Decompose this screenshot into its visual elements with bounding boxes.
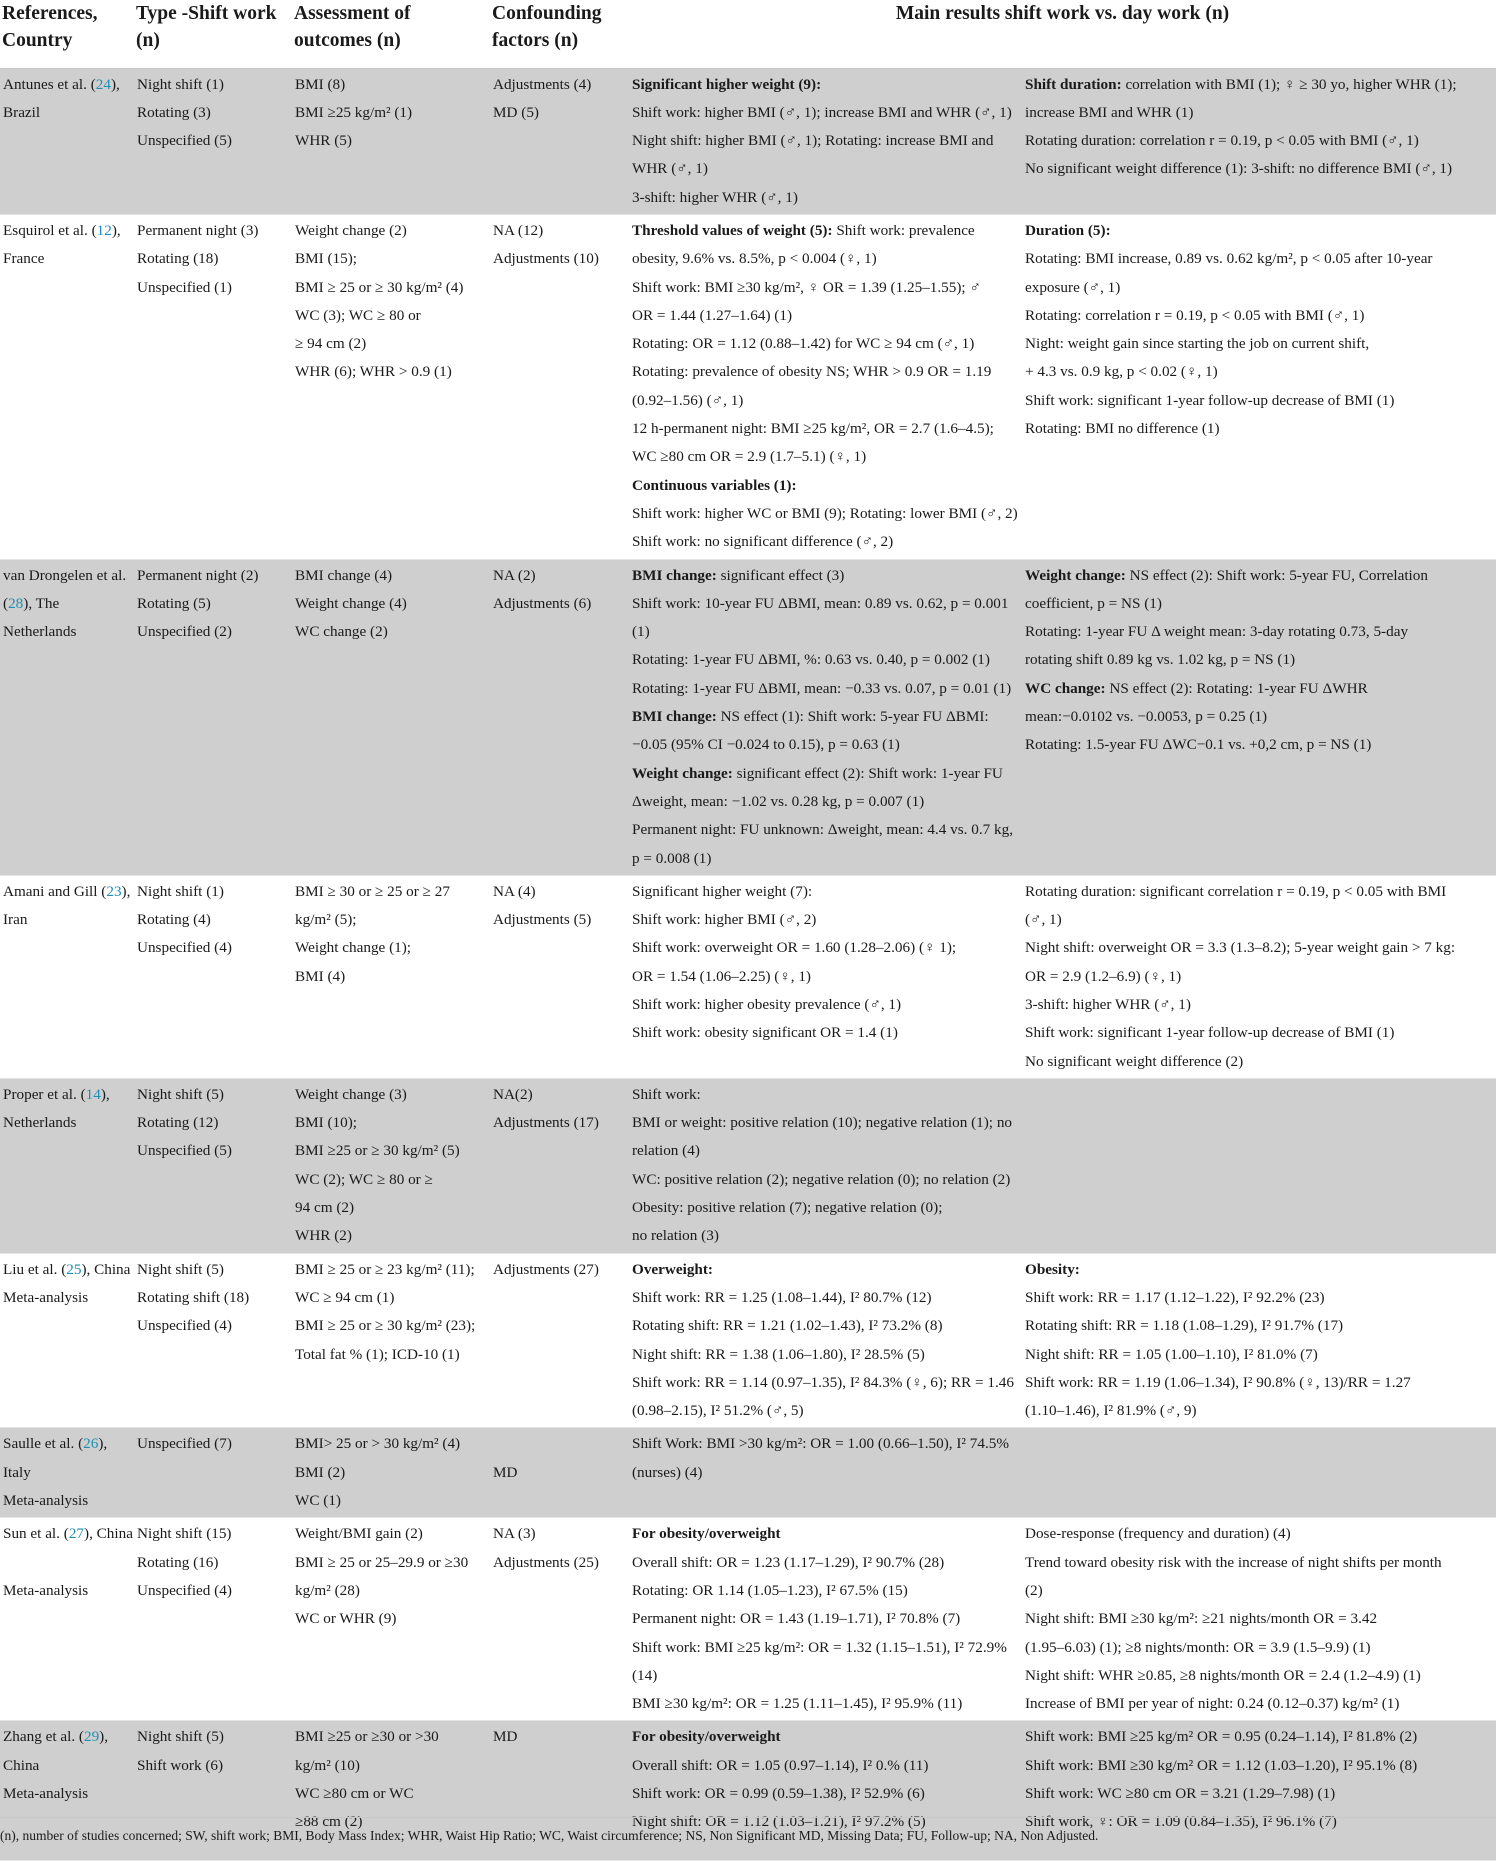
cell-line: WC or WHR (9) [295,1610,397,1628]
cell-line: No significant weight difference (2) [1025,1052,1244,1070]
cell-line: Esquirol et al. (12), [3,221,121,239]
cell-line: Unspecified (2) [137,623,232,641]
cell-line: Shift duration: correlation with BMI (1); ♀ ≥ 30 yo, higher WHR (1); [1025,75,1457,93]
cell-line: Rotating (16) [137,1553,219,1571]
cell-line: Permanent night: OR = 1.43 (1.19–1.71), I² 70.8% (7) [632,1610,961,1628]
cell-line: Shift Work: BMI >30 kg/m²: OR = 1.00 (0.66–1.50), I² 74.5% [632,1435,1009,1453]
cell-line: BMI change: NS effect (1): Shift work: 5-year FU ΔBMI: [632,708,989,726]
footnote-divider [0,1817,1496,1818]
cell-line: Saulle et al. (26), [3,1435,108,1453]
cell-line: p = 0.008 (1) [632,849,712,867]
cell-line: Obesity: [1025,1260,1080,1278]
cell-line: (28), The [3,594,60,612]
cell-shift-type [134,1518,292,1721]
cell-line: (♂, 1) [1025,911,1062,929]
cell-line: Unspecified (7) [137,1435,232,1453]
cell-shift-type [134,1078,292,1253]
cell-line: OR = 2.9 (1.2–6.9) (♀, 1) [1025,967,1182,985]
cell-line: rotating shift 0.89 kg vs. 1.02 kg, p = NS (1) [1025,651,1296,669]
cell-results-secondary [1022,1518,1496,1721]
cell-line: MD [493,1728,518,1746]
cell-line: Adjustments (27) [493,1260,599,1278]
cell-line: Shift work: RR = 1.25 (1.08–1.44), I² 80.7% (12) [632,1288,932,1306]
cell-line: (2) [1025,1581,1043,1599]
cell-line: Night: weight gain since starting the job on current shift, [1025,335,1370,353]
citation-number: 23 [106,882,122,900]
cell-line: Shift work: BMI ≥25 kg/m²: OR = 1.32 (1.15–1.51), I² 72.9% [632,1638,1007,1656]
cell-line: Shift work: 10-year FU ΔBMI, mean: 0.89 vs. 0.62, p = 0.001 [632,594,1009,612]
cell-line: OR = 1.54 (1.06–2.25) (♀, 1) [632,967,811,985]
table-row [0,559,1496,875]
cell-line: Shift work: significant 1-year follow-up decrease of BMI (1) [1025,391,1395,409]
cell-reference [0,1428,134,1518]
cell-line: Night shift: higher BMI (♂, 1); Rotating: increase BMI and [632,132,994,150]
cell-line [493,1430,627,1458]
cell-line: Permanent night (3) [137,221,259,239]
cell-line: Night shift (5) [137,1085,224,1103]
cell-line: BMI ≥25 kg/m² (1) [295,103,413,121]
cell-line: 94 cm (2) [295,1199,355,1217]
cell-line: Weight change (4) [295,594,407,612]
cell-line: Shift work: WC ≥80 cm OR = 3.21 (1.29–7.98) (1) [1025,1785,1336,1803]
cell-line: Rotating (12) [137,1114,219,1132]
cell-line: Adjustments (6) [493,594,592,612]
cell-line: BMI or weight: positive relation (10); negative relation (1); no [632,1114,1013,1132]
cell-line: + 4.3 vs. 0.9 kg, p < 0.02 (♀, 1) [1025,363,1218,381]
cell-line: Shift work: BMI ≥25 kg/m² OR = 0.95 (0.24–1.14), I² 81.8% (2) [1025,1728,1418,1746]
cell-line: BMI change (4) [295,566,392,584]
cell-line: Antunes et al. (24), [3,75,120,93]
cell-line: Weight change: NS effect (2): Shift work: 5-year FU, Correlation [1025,566,1428,584]
cell-reference [0,875,134,1078]
cell-line: Night shift: WHR ≥0.85, ≥8 nights/month OR = 2.4 (1.2–4.9) (1) [1025,1666,1421,1684]
cell-line: Rotating: OR = 1.12 (0.88–1.42) for WC ≥ 94 cm (♂, 1) [632,335,975,353]
cell-line: For obesity/overweight [632,1728,781,1746]
cell-line: Night shift (1) [137,75,224,93]
cell-line: Rotating (18) [137,250,219,268]
cell-confounding [490,1253,629,1428]
table-row [0,68,1496,214]
cell-line: WC change: NS effect (2): Rotating: 1-year FU ΔWHR [1025,679,1368,697]
cell-line: Δweight, mean: −1.02 vs. 0.28 kg, p = 0.007 (1) [632,792,925,810]
cell-line: WC (2); WC ≥ 80 or ≥ [295,1170,433,1188]
cell-line: Adjustments (10) [493,250,599,268]
cell-line: Continuous variables (1): [632,476,797,494]
table-row [0,1253,1496,1428]
cell-line: Increase of BMI per year of night: 0.24 (0.12–0.37) kg/m² (1) [1025,1695,1400,1713]
cell-line: Rotating shift: RR = 1.21 (1.02–1.43), I² 73.2% (8) [632,1317,943,1335]
table-body [0,68,1496,1861]
cell-line: WHR (5) [295,132,352,150]
cell-line: Shift work: RR = 1.14 (0.97–1.35), I² 84.3% (♀, 6); RR = 1.46 [632,1373,1014,1391]
cell-results-primary [629,1078,1022,1253]
cell-reference [0,1078,134,1253]
table-row [0,1078,1496,1253]
cell-line: Night shift: BMI ≥30 kg/m²: ≥21 nights/month OR = 3.42 [1025,1610,1378,1628]
cell-assessment [292,1078,490,1253]
cell-line: Weight change (3) [295,1085,407,1103]
cell-results-primary [629,559,1022,875]
cell-line: Night shift: overweight OR = 3.3 (1.3–8.2); 5-year weight gain > 7 kg: [1025,939,1456,957]
cell-line: obesity, 9.6% vs. 8.5%, p < 0.004 (♀, 1) [632,250,877,268]
cell-line: Overweight: [632,1260,713,1278]
cell-line: Unspecified (1) [137,278,232,296]
cell-line [3,1549,132,1577]
cell-line: NA (4) [493,882,536,900]
cell-assessment [292,1428,490,1518]
cell-line: Shift work: significant 1-year follow-up decrease of BMI (1) [1025,1024,1395,1042]
cell-line: ≥ 94 cm (2) [295,335,367,353]
cell-line: Night shift: RR = 1.38 (1.06–1.80), I² 28.5% (5) [632,1345,925,1363]
cell-line: Rotating (3) [137,103,211,121]
header-row [0,0,1496,68]
cell-line: NA (3) [493,1525,536,1543]
cell-line: Night shift: OR = 1.12 (1.03–1.21), I² 97.2% (5) [632,1813,926,1831]
cell-line: coefficient, p = NS (1) [1025,594,1162,612]
cell-line: Shift work: higher BMI (♂, 2) [632,911,817,929]
cell-line: Adjustments (17) [493,1114,599,1132]
cell-shift-type [134,559,292,875]
cell-line: BMI ≥ 25 or ≥ 30 kg/m² (23); [295,1317,476,1335]
cell-reference [0,559,134,875]
cell-line: Rotating duration: significant correlation r = 0.19, p < 0.05 with BMI [1025,882,1447,900]
cell-shift-type [134,875,292,1078]
cell-line: OR = 1.44 (1.27–1.64) (1) [632,306,793,324]
cell-line: (nurses) (4) [632,1463,703,1481]
cell-shift-type [134,1253,292,1428]
cell-results-primary [629,68,1022,214]
cell-line: Night shift (15) [137,1525,232,1543]
cell-line: Rotating: 1-year FU Δ weight mean: 3-day rotating 0.73, 5-day [1025,623,1409,641]
cell-line: Shift work: obesity significant OR = 1.4 (1) [632,1024,898,1042]
cell-line: Rotating: BMI no difference (1) [1025,420,1220,438]
cell-line: kg/m² (10) [295,1756,360,1774]
cell-line: Rotating: 1-year FU ΔBMI, mean: −0.33 vs. 0.07, p = 0.01 (1) [632,679,1012,697]
cell-line: BMI change: significant effect (3) [632,566,845,584]
cell-line: Night shift: RR = 1.05 (1.00–1.10), I² 81.0% (7) [1025,1345,1318,1363]
cell-line: WHR (6); WHR > 0.9 (1) [295,363,452,381]
cell-line: ≥88 cm (2) [295,1813,363,1831]
cell-line: Proper et al. (14), [3,1085,110,1103]
cell-line: Shift work, ♀: OR = 1.09 (0.84–1.35), I² 96.1% (7) [1025,1813,1337,1831]
cell-line: NA(2) [493,1085,533,1103]
cell-line: Significant higher weight (7): [632,882,813,900]
cell-line: WC ≥80 cm OR = 2.9 (1.7–5.1) (♀, 1) [632,448,867,466]
citation-number: 26 [83,1435,99,1453]
cell-results-secondary [1022,1428,1496,1518]
cell-confounding [490,1078,629,1253]
cell-line: BMI ≥ 25 or 25–29.9 or ≥30 [295,1553,469,1571]
cell-line: Adjustments (4) [493,75,592,93]
cell-line: Netherlands [3,623,77,641]
cell-line: WHR (2) [295,1227,352,1245]
cell-line: WC ≥ 94 cm (1) [295,1288,395,1306]
cell-assessment [292,214,490,559]
cell-line: Rotating (5) [137,594,211,612]
citation-number: 28 [8,594,24,612]
cell-reference [0,214,134,559]
cell-line: Shift work: overweight OR = 1.60 (1.28–2.06) (♀ 1); [632,939,957,957]
cell-line: kg/m² (5); [295,911,357,929]
cell-line: Shift work: BMI ≥30 kg/m² OR = 1.12 (1.03–1.20), I² 95.1% (8) [1025,1756,1418,1774]
cell-line: Dose-response (frequency and duration) (4) [1025,1525,1291,1543]
cell-line: increase BMI and WHR (1) [1025,103,1194,121]
cell-line: Permanent night (2) [137,566,259,584]
cell-line: Overall shift: OR = 1.23 (1.17–1.29), I² 90.7% (28) [632,1553,945,1571]
cell-results-secondary [1022,214,1496,559]
cell-line: BMI ≥ 30 or ≥ 25 or ≥ 27 [295,882,450,900]
citation-number: 25 [66,1260,82,1278]
cell-results-secondary [1022,559,1496,875]
cell-line: Shift work: OR = 0.99 (0.59–1.38), I² 52.9% (6) [632,1785,925,1803]
cell-line: No significant weight difference (1): 3-shift: no difference BMI (♂, 1) [1025,160,1453,178]
cell-assessment [292,68,490,214]
header-assessment: Assessment of outcomes (n) [294,3,411,51]
cell-line: −0.05 (95% CI −0.024 to 0.15), p = 0.63 (1) [632,736,900,754]
cell-results-primary [629,1518,1022,1721]
cell-line: Weight change (2) [295,221,407,239]
cell-line: WC (1) [295,1492,341,1510]
table-row [0,1428,1496,1518]
cell-line: Shift work: RR = 1.19 (1.06–1.34), I² 90.8% (♀, 13)/RR = 1.27 [1025,1373,1411,1391]
cell-results-secondary [1022,1078,1496,1253]
cell-line: Overall shift: OR = 1.05 (0.97–1.14), I² 0.% (11) [632,1756,929,1774]
cell-line: Threshold values of weight (5): Shift work: prevalence [632,221,975,239]
citation-number: 27 [68,1525,84,1543]
cell-line: Meta-analysis [3,1288,89,1306]
cell-line: BMI ≥25 or ≥30 or >30 [295,1728,439,1746]
cell-line: Rotating: correlation r = 0.19, p < 0.05 with BMI (♂, 1) [1025,306,1365,324]
cell-line: Rotating: BMI increase, 0.89 vs. 0.62 kg/m², p < 0.05 after 10-year [1025,250,1433,268]
cell-assessment [292,1518,490,1721]
citation-number: 24 [95,75,111,93]
cell-results-primary [629,214,1022,559]
cell-line: Permanent night: FU unknown: Δweight, mean: 4.4 vs. 0.7 kg, [632,821,1013,839]
citation-number: 29 [83,1728,100,1746]
cell-results-secondary [1022,1253,1496,1428]
cell-line: Rotating shift (18) [137,1288,250,1306]
cell-line: Rotating shift: RR = 1.18 (1.08–1.29), I² 91.7% (17) [1025,1317,1344,1335]
cell-shift-type [134,214,292,559]
cell-line: relation (4) [632,1142,700,1160]
cell-line: Shift work: higher obesity prevalence (♂, 1) [632,996,902,1013]
cell-line: Liu et al. (25), China [3,1260,131,1278]
cell-confounding [490,1518,629,1721]
cell-line: Shift work: higher BMI (♂, 1); increase BMI and WHR (♂, 1) [632,103,1012,121]
cell-line: Zhang et al. (29), [3,1728,109,1746]
cell-line: WC change (2) [295,623,388,641]
cell-line: Unspecified (4) [137,939,232,957]
cell-line: Unspecified (5) [137,132,232,150]
cell-line: Night shift (1) [137,882,224,900]
cell-shift-type [134,1428,292,1518]
cell-line: Meta-analysis [3,1581,89,1599]
cell-line: Meta-analysis [3,1492,89,1510]
cell-line: BMI> 25 or > 30 kg/m² (4) [295,1435,461,1453]
cell-line: 3-shift: higher WHR (♂, 1) [632,188,798,206]
cell-line: mean:−0.0102 vs. −0.0053, p = 0.25 (1) [1025,708,1268,726]
cell-line: BMI ≥25 or ≥ 30 kg/m² (5) [295,1142,460,1160]
cell-results-primary [629,875,1022,1078]
cell-line: Night shift (5) [137,1260,224,1278]
cell-line: Weight change (1); [295,939,412,957]
cell-line: Shift work: no significant difference (♂, 2) [632,533,894,551]
cell-line: China [3,1756,40,1774]
table-footnote: (n), number of studies concerned; SW, shift work; BMI, Body Mass Index; WHR, Waist Hip Ratio; WC, Waist circumference; NS, Non Significant MD, Missing Data; FU, Follow-up; NA, Non Adjusted. [0,1828,1099,1843]
cell-line: Meta-analysis [3,1785,89,1803]
cell-line: Shift work: BMI ≥30 kg/m², ♀ OR = 1.39 (1.25–1.55); ♂ [632,278,981,296]
cell-line: Rotating: OR 1.14 (1.05–1.23), I² 67.5% (15) [632,1581,908,1599]
cell-line: BMI ≥ 25 or ≥ 23 kg/m² (11); [295,1260,475,1278]
cell-assessment [292,875,490,1078]
cell-line: (1.10–1.46), I² 81.9% (♂, 9) [1025,1402,1197,1420]
cell-line: (1) [632,623,650,641]
cell-line: BMI (2) [295,1463,346,1481]
cell-line: Brazil [3,103,41,121]
cell-line: BMI (4) [295,967,346,985]
cell-line: exposure (♂, 1) [1025,278,1121,296]
cell-confounding [490,68,629,214]
cell-line: Adjustments (5) [493,911,592,929]
cell-reference [0,1253,134,1428]
cell-line: Adjustments (25) [493,1553,599,1571]
cell-line: Iran [3,911,28,929]
cell-line: Shift work: [632,1085,701,1103]
cell-line: MD (5) [493,103,539,121]
cell-line: Night shift (5) [137,1728,224,1746]
table-row [0,1518,1496,1721]
cell-line: Rotating: 1.5-year FU ΔWC−0.1 vs. +0,2 cm, p = NS (1) [1025,736,1372,754]
cell-line: Obesity: positive relation (7); negative relation (0); [632,1199,943,1217]
cell-line: 3-shift: higher WHR (♂, 1) [1025,996,1191,1013]
cell-line: France [3,250,45,268]
cell-line: Total fat % (1); ICD-10 (1) [295,1345,460,1363]
cell-results-secondary [1022,875,1496,1078]
cell-line: WC (3); WC ≥ 80 or [295,306,421,324]
cell-results-primary [629,1428,1022,1518]
cell-shift-type [134,68,292,214]
cell-line: Unspecified (4) [137,1581,232,1599]
cell-line: Rotating: 1-year FU ΔBMI, %: 0.63 vs. 0.40, p = 0.002 (1) [632,651,990,669]
cell-line: Sun et al. (27), China [3,1525,133,1543]
cell-line: Rotating (4) [137,911,211,929]
cell-line: Amani and Gill (23), [3,882,131,900]
citation-number: 12 [96,221,112,239]
cell-line: Trend toward obesity risk with the increase of night shifts per month [1025,1553,1442,1571]
cell-confounding [490,875,629,1078]
cell-confounding [490,1428,629,1518]
cell-line: Rotating duration: correlation r = 0.19, p < 0.05 with BMI (♂, 1) [1025,132,1419,150]
cell-line: (1.95–6.03) (1); ≥8 nights/month: OR = 3.9 (1.5–9.9) (1) [1025,1638,1371,1656]
cell-line: For obesity/overweight [632,1525,781,1543]
cell-line: (14) [632,1666,658,1684]
table-row [0,875,1496,1078]
cell-line: BMI ≥ 25 or ≥ 30 kg/m² (4) [295,278,464,296]
cell-line: 12 h-permanent night: BMI ≥25 kg/m², OR = 2.7 (1.6–4.5); [632,420,994,438]
cell-line: WHR (♂, 1) [632,160,708,178]
cell-confounding [490,214,629,559]
cell-results-primary [629,1253,1022,1428]
cell-confounding [490,559,629,875]
cell-line: NA (2) [493,566,536,584]
cell-line: Rotating: prevalence of obesity NS; WHR > 0.9 OR = 1.19 [632,363,992,381]
cell-line: Italy [3,1463,31,1481]
cell-line: Unspecified (4) [137,1317,232,1335]
cell-line: WC: positive relation (2); negative relation (0); no relation (2) [632,1170,1011,1188]
cell-line: (0.98–2.15), I² 51.2% (♂, 5) [632,1402,804,1420]
cell-results-secondary [1022,68,1496,214]
cell-line: WC ≥80 cm or WC [295,1785,414,1803]
table-row [0,214,1496,559]
cell-line: kg/m² (28) [295,1581,360,1599]
cell-assessment [292,1253,490,1428]
cell-line: BMI (10); [295,1114,358,1132]
cell-line: BMI (15); [295,250,358,268]
cell-line: Weight/BMI gain (2) [295,1525,423,1543]
cell-line: van Drongelen et al. [3,566,127,584]
header-references: References, Country [2,3,98,51]
cell-line: Significant higher weight (9): [632,75,822,93]
header-confounding: Confounding factors (n) [492,3,602,51]
cell-line: Weight change: significant effect (2): Shift work: 1-year FU [632,764,1003,782]
cell-line: Netherlands [3,1114,77,1132]
cell-line: (0.92–1.56) (♂, 1) [632,391,744,409]
cell-line: BMI (8) [295,75,346,93]
cell-line: Shift work: higher WC or BMI (9); Rotating: lower BMI (♂, 2) [632,504,1018,522]
cell-line: MD [493,1463,518,1481]
header-shift-type: Type -Shift work (n) [136,3,277,51]
cell-line: Shift work: RR = 1.17 (1.12–1.22), I² 92.2% (23) [1025,1288,1325,1306]
cell-line: Duration (5): [1025,221,1111,239]
cell-assessment [292,559,490,875]
header-main-results: Main results shift work vs. day work (n) [895,3,1230,24]
cell-line: Unspecified (5) [137,1142,232,1160]
cell-reference [0,1518,134,1721]
cell-line: no relation (3) [632,1227,719,1245]
citation-number: 14 [85,1085,101,1103]
cell-line: BMI ≥30 kg/m²: OR = 1.25 (1.11–1.45), I² 95.9% (11) [632,1695,963,1713]
cell-reference [0,68,134,214]
cell-line: NA (12) [493,221,544,239]
cell-line: Shift work (6) [137,1756,224,1774]
